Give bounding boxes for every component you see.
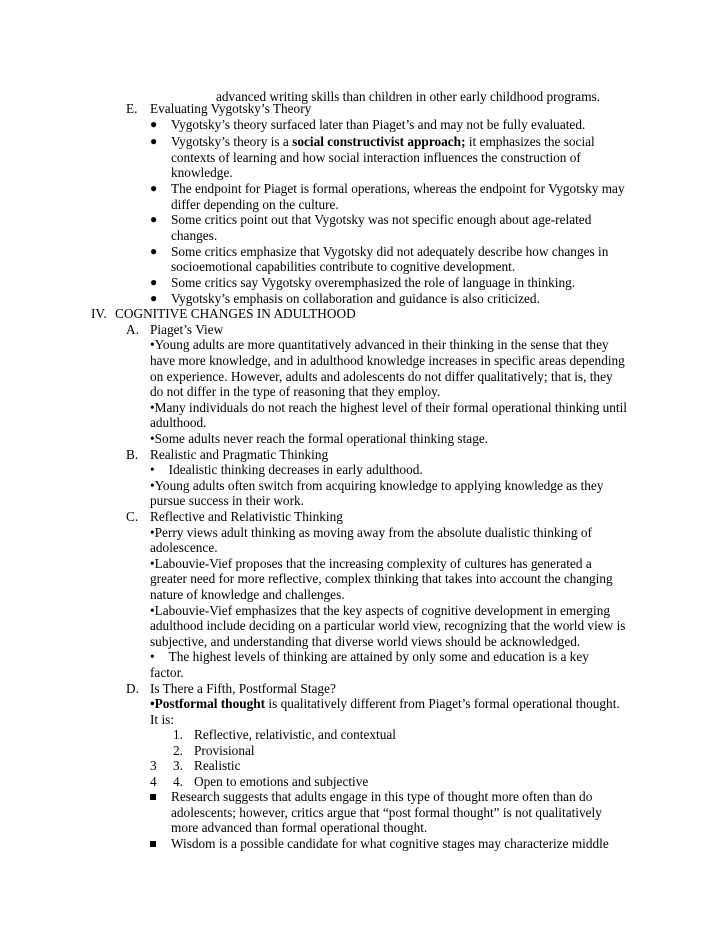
bullet-icon: •: [150, 696, 155, 711]
d-square-point-1: Research suggests that adults engage in this type of thought more often than do: [171, 789, 593, 804]
e-bullet-4-line: changes.: [171, 228, 218, 243]
bullet-icon: ●: [150, 212, 158, 226]
e-bullet-2-line: knowledge.: [171, 165, 233, 180]
a-point-2-line: adulthood.: [150, 415, 207, 430]
a-point-1-line: do not differ in the type of reasoning that they employ.: [150, 384, 441, 399]
bullet-icon: ●: [150, 275, 158, 289]
c-point-3-line: subjective, and understanding that diverse world views should be acknowledged.: [150, 634, 581, 649]
e-bullet-5-line: socioemotional capabilities contribute to cognitive development.: [171, 259, 516, 274]
c-point-3: •Labouvie-Vief emphasizes that the key aspects of cognitive development in emerging: [150, 603, 610, 618]
section-a-label: A.: [126, 322, 139, 337]
bullet-icon: ●: [150, 181, 158, 195]
c-point-3-line: adulthood include deciding on a particular world view, recognizing that the world view is: [150, 618, 626, 633]
e-bullet-5: Some critics emphasize that Vygotsky did not adequately describe how changes in: [171, 244, 609, 259]
d-square-point-1-line: adolescents; however, critics argue that “post formal thought” is not qualitatively: [171, 805, 602, 820]
section-d-label: D.: [126, 681, 139, 696]
d-square-point-2: Wisdom is a possible candidate for what cognitive stages may characterize middle: [171, 836, 609, 851]
b-point-2-line: pursue success in their work.: [150, 493, 304, 508]
section-a-heading: Piaget’s View: [150, 322, 224, 337]
numbered-item-text: Provisional: [194, 743, 255, 758]
bullet-icon: •: [150, 525, 155, 540]
bullet-icon: •: [150, 603, 155, 618]
c-point-2-line: greater need for more reflective, complex thinking that takes into account the changing: [150, 571, 613, 586]
section-e-label: E.: [126, 101, 138, 116]
bullet-icon: •: [150, 478, 155, 493]
c-point-4: • The highest levels of thinking are attained by only some and education is a key: [150, 649, 589, 664]
bullet-icon: ●: [150, 291, 158, 305]
section-iv-label: IV.: [91, 306, 107, 321]
e-bullet-3: The endpoint for Piaget is formal operations, whereas the endpoint for Vygotsky may: [171, 181, 625, 196]
numbered-item-number: 3.: [173, 758, 183, 773]
b-point-1: • Idealistic thinking decreases in early adulthood.: [150, 462, 423, 477]
c-point-4-line: factor.: [150, 665, 184, 680]
a-point-1-line: have more knowledge, and in adulthood knowledge increases in specific areas depending: [150, 353, 625, 368]
d-point-1-line: It is:: [150, 712, 175, 727]
section-iv-heading: COGNITIVE CHANGES IN ADULTHOOD: [115, 306, 356, 321]
section-c-label: C.: [126, 509, 139, 524]
square-bullet-icon: [150, 794, 156, 800]
bullet-icon: ●: [150, 117, 158, 131]
numbered-item-text: Realistic: [194, 758, 241, 773]
c-point-1-line: adolescence.: [150, 540, 218, 555]
e-bullet-3-line: differ depending on the culture.: [171, 197, 339, 212]
e-bullet-1: Vygotsky’s theory surfaced later than Piaget’s and may not be fully evaluated.: [171, 117, 586, 132]
bold-term: social constructivist approach;: [292, 134, 466, 149]
section-b-label: B.: [126, 447, 139, 462]
d-square-point-1-line: more advanced than formal operational thought.: [171, 820, 428, 835]
bullet-icon: ●: [150, 244, 158, 258]
numbered-item-number: 1.: [173, 727, 183, 742]
c-point-2-line: nature of knowledge and challenges.: [150, 587, 345, 602]
section-e-heading: Evaluating Vygotsky’s Theory: [150, 101, 312, 116]
bullet-icon: ●: [150, 134, 158, 148]
e-bullet-7: Vygotsky’s emphasis on collaboration and guidance is also criticized.: [171, 291, 540, 306]
c-point-1: •Perry views adult thinking as moving away from the absolute dualistic thinking of: [150, 525, 592, 540]
numbered-item-text: Reflective, relativistic, and contextual: [194, 727, 396, 742]
e-bullet-4: Some critics point out that Vygotsky was not specific enough about age-related: [171, 212, 592, 227]
d-point-1: •Postformal thought is qualitatively different from Piaget’s formal operational thought.: [150, 696, 620, 711]
bullet-icon: •: [150, 462, 155, 477]
e-bullet-2-line: contexts of learning and how social interaction influences the construction of: [171, 150, 581, 165]
e-bullet-2: Vygotsky’s theory is a social constructivist approach; it emphasizes the social: [171, 134, 595, 149]
section-c-heading: Reflective and Relativistic Thinking: [150, 509, 343, 524]
side-number: 3: [150, 758, 157, 773]
a-point-3: •Some adults never reach the formal operational thinking stage.: [150, 431, 489, 446]
numbered-item-number: 4.: [173, 774, 183, 789]
section-d-heading: Is There a Fifth, Postformal Stage?: [150, 681, 336, 696]
section-b-heading: Realistic and Pragmatic Thinking: [150, 447, 329, 462]
c-point-2: •Labouvie-Vief proposes that the increasing complexity of cultures has generated a: [150, 556, 592, 571]
numbered-item-number: 2.: [173, 743, 183, 758]
bullet-icon: •: [150, 337, 155, 352]
a-point-1: •Young adults are more quantitatively advanced in their thinking in the sense that they: [150, 337, 609, 352]
numbered-item-text: Open to emotions and subjective: [194, 774, 369, 789]
bullet-icon: •: [150, 400, 155, 415]
square-bullet-icon: [150, 841, 156, 847]
bullet-icon: •: [150, 431, 155, 446]
bullet-icon: •: [150, 556, 155, 571]
continuation-line: advanced writing skills than children in other early childhood programs.: [216, 89, 601, 104]
e-bullet-6: Some critics say Vygotsky overemphasized the role of language in thinking.: [171, 275, 576, 290]
a-point-2: •Many individuals do not reach the highest level of their formal operational thinking until: [150, 400, 627, 415]
bullet-icon: •: [150, 649, 155, 664]
a-point-1-line: on experience. However, adults and adolescents do not differ qualitatively; that is, they: [150, 369, 613, 384]
b-point-2: •Young adults often switch from acquiring knowledge to applying knowledge as they: [150, 478, 604, 493]
side-number: 4: [150, 774, 157, 789]
